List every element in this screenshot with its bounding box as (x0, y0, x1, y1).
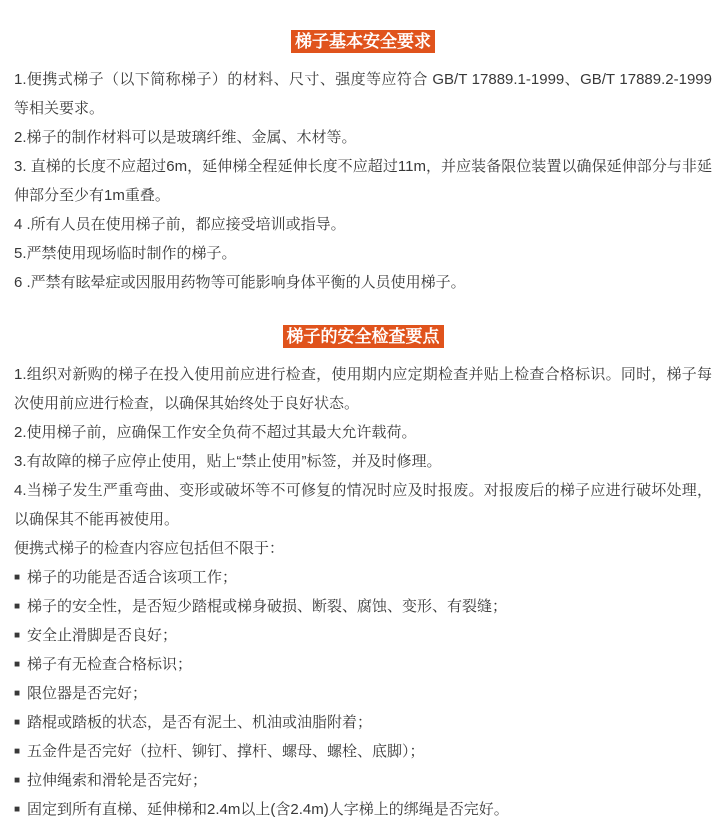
checklist-intro: 便携式梯子的检查内容应包括但不限于： (14, 540, 285, 557)
bullet-square-icon: ■ (14, 630, 21, 641)
checklist-item-text: 限位器是否完好； (27, 685, 148, 702)
section-title-row (14, 323, 712, 352)
bullet-square-icon: ■ (14, 659, 21, 670)
checklist-item (14, 592, 712, 621)
bullet-square-icon: ■ (14, 572, 21, 583)
inspection-item: 2.使用梯子前，应确保工作安全负荷不超过其最大允许载荷。 (14, 424, 417, 441)
section-title-row (14, 28, 712, 57)
checklist-item (14, 563, 712, 592)
checklist-item-text: 梯子有无检查合格标识； (27, 656, 193, 673)
section-title-badge: 梯子的安全检查要点 (283, 325, 444, 348)
requirement-item: 2.梯子的制作材料可以是玻璃纤维、金属、木材等。 (14, 129, 357, 146)
checklist-item (14, 679, 712, 708)
checklist-item-text: 梯子的安全性，是否短少踏棍或梯身破损、断裂、腐蚀、变形、有裂缝； (27, 598, 508, 615)
inspection-item: 1.组织对新购的梯子在投入使用前应进行检查，使用期内应定期检查并贴上检查合格标识。同时，梯子每次使用前应进行检查，以确保其始终处于良好状态。 (14, 366, 712, 412)
section-title-badge: 梯子基本安全要求 (291, 30, 435, 53)
checklist-item (14, 621, 712, 650)
checklist-item-text: 梯子的功能是否适合该项工作； (27, 569, 238, 586)
requirement-item: 3. 直梯的长度不应超过6m，延伸梯全程延伸长度不应超过11m，并应装备限位装置以确保延伸部分与非延伸部分至少有1m重叠。 (14, 158, 712, 204)
requirement-item: 5.严禁使用现场临时制作的梯子。 (14, 245, 237, 262)
checklist-item (14, 708, 712, 737)
requirement-item: 6 .严禁有眩晕症或因服用药物等可能影响身体平衡的人员使用梯子。 (14, 274, 466, 291)
bullet-square-icon: ■ (14, 688, 21, 699)
requirement-item: 1.便携式梯子（以下简称梯子）的材料、尺寸、强度等应符合 GB/T 17889.1-1999、GB/T 17889.2-1999 等相关要求。 (14, 71, 712, 117)
bullet-square-icon: ■ (14, 601, 21, 612)
bullet-square-icon: ■ (14, 775, 21, 786)
checklist-item (14, 650, 712, 679)
checklist-item (14, 766, 712, 795)
checklist-item (14, 795, 712, 824)
checklist-item-text: 安全止滑脚是否良好； (27, 627, 178, 644)
checklist-item-text: 拉伸绳索和滑轮是否完好； (27, 772, 208, 789)
bullet-square-icon: ■ (14, 804, 21, 815)
checklist-item (14, 737, 712, 766)
section-safety-inspection-points (14, 323, 712, 824)
inspection-item: 3.有故障的梯子应停止使用，贴上“禁止使用”标签，并及时修理。 (14, 453, 442, 470)
checklist-item-text: 固定到所有直梯、延伸梯和2.4m以上(含2.4m)人字梯上的绑绳是否完好。 (27, 801, 509, 818)
checklist-item-text: 踏棍或踏板的状态，是否有泥土、机油或油脂附着； (27, 714, 373, 731)
requirement-item: 4 .所有人员在使用梯子前，都应接受培训或指导。 (14, 216, 346, 233)
section-basic-safety-requirements (14, 28, 712, 297)
inspection-item: 4.当梯子发生严重弯曲、变形或破坏等不可修复的情况时应及时报废。对报废后的梯子应进行破坏处理，以确保其不能再被使用。 (14, 482, 712, 528)
bullet-square-icon: ■ (14, 717, 21, 728)
bullet-square-icon: ■ (14, 746, 21, 757)
checklist-item-text: 五金件是否完好（拉杆、铆钉、撑杆、螺母、螺栓、底脚）； (27, 743, 425, 760)
